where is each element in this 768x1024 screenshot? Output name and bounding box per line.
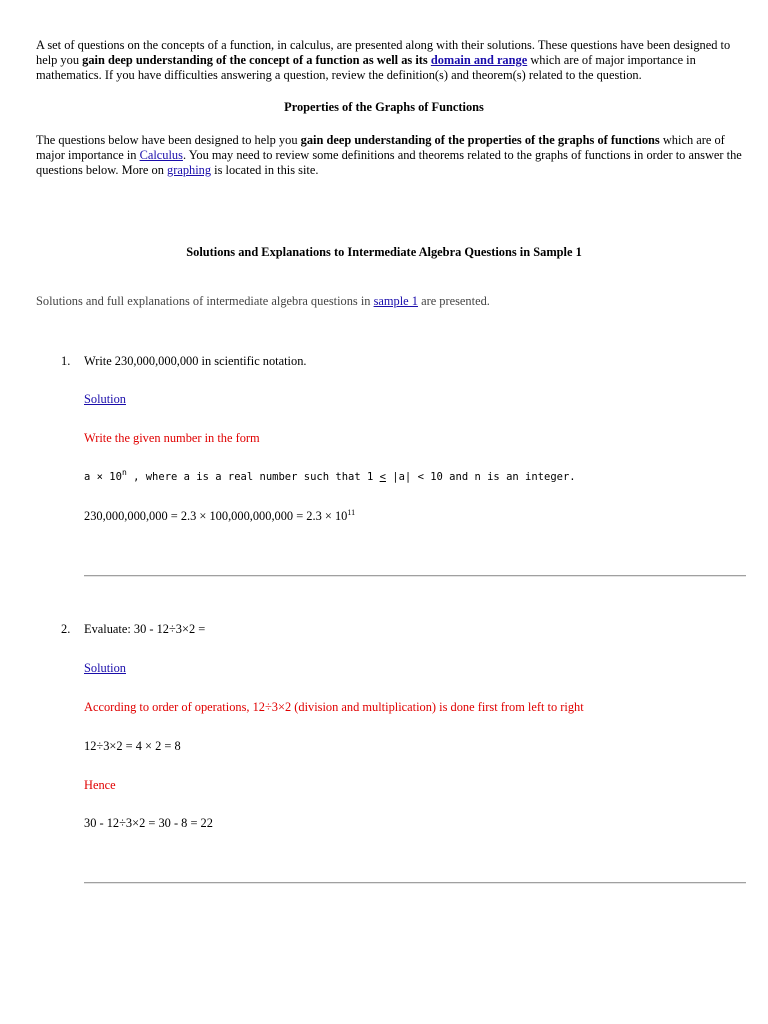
solutions-intro-text-b: are presented. [417,294,490,308]
question-2-step-2: 12÷3×2 = 4 × 2 = 8 [84,739,181,753]
question-1-step-1: Write the given number in the form [84,431,260,445]
result-text: 230,000,000,000 = 2.3 × 100,000,000,000 = 2.3 × 10 [84,509,348,523]
form-text-a: a × 10 [84,471,122,483]
solutions-heading: Solutions and Explanations to Intermediate Algebra Questions in Sample 1 [186,245,582,259]
question-2-number: 2. [61,622,71,636]
question-1-result [84,509,355,524]
graphing-link[interactable]: graphing [167,163,212,177]
form-exponent: n [121,468,127,477]
solutions-intro [36,294,746,309]
intro-bold-text: gain deep understanding of the concept of a function as well as its [82,53,428,67]
question-2-text: Evaluate: 30 - 12÷3×2 = [84,622,206,636]
question-2-step-1: According to order of operations, 12÷3×2 (division and multiplication) is done first from left to right [84,700,584,714]
properties-text-c: . You may need to review some definitions and theorems related to the graphs of functions in order to answer the questions below. More on [36,148,742,177]
separator-1 [84,575,746,577]
domain-and-range-link[interactable]: domain and range [430,53,528,67]
question-2-solution-link[interactable]: Solution [84,661,126,675]
separator-2 [84,882,746,884]
result-exponent: 11 [347,508,356,517]
properties-bold-text: gain deep understanding of the properties of the graphs of functions [300,133,660,147]
intro-text-b: which are of major importance in mathematics. If you have difficulties answering a question, review the definition(s) and theorem(s) related to the question. [36,53,696,82]
form-less-equal: < [379,471,386,483]
sample-1-link[interactable]: sample 1 [373,294,418,308]
properties-paragraph [36,133,746,178]
form-text-b: , where a is a real number such that 1 [126,471,380,483]
question-1-solution-link[interactable]: Solution [84,392,126,406]
question-2-step-3: Hence [84,778,116,792]
solutions-intro-text-a: Solutions and full explanations of intermediate algebra questions in [36,294,374,308]
properties-text-d: is located in this site. [211,163,319,177]
properties-text-a: The questions below have been designed to help you [36,133,301,147]
calculus-link[interactable]: Calculus [139,148,183,162]
properties-text-b: which are of major importance in [36,133,725,162]
form-text-c: |a| < 10 and n is an integer. [385,471,576,483]
question-1-number: 1. [61,354,71,368]
question-1-text: Write 230,000,000,000 in scientific notation. [84,354,307,368]
question-2-step-4: 30 - 12÷3×2 = 30 - 8 = 22 [84,816,213,830]
question-1-form [84,470,576,485]
properties-heading: Properties of the Graphs of Functions [284,100,484,114]
intro-text-a: A set of questions on the concepts of a function, in calculus, are presented along with their solutions. These questions have been designed to help you [36,38,731,67]
intro-paragraph [36,38,746,83]
